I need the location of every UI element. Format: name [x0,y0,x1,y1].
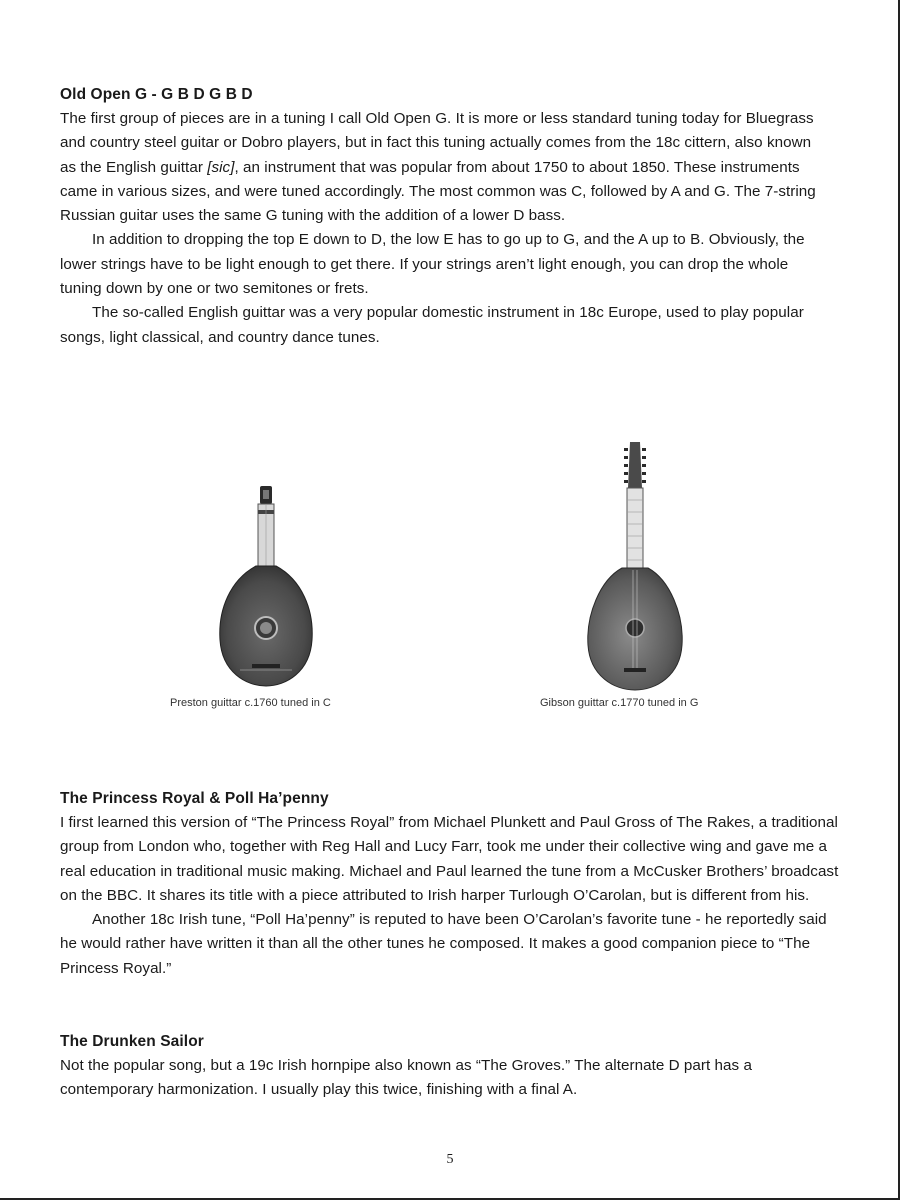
caption-preston: Preston guittar c.1760 tuned in C [170,697,331,709]
section-title: Old Open G - G B D G B D [60,86,253,103]
gibson-guittar-image [580,440,690,692]
section-title: The Drunken Sailor [60,1033,204,1050]
paragraph-text: The first group of pieces are in a tuning I call Old Open G. It is more or less standard tuning today for Bluegrass and country steel guitar or Dobro players, but in fact this tuning actually comes from the 18c cittern, also known as the English guittar [60,110,814,176]
paragraph: In addition to dropping the top E down to D, the low E has to go up to G, and the A up to B. Obviously, the lower strings have to be light enough to get there. If your strings aren’t light enough, you can drop the whole tuning down by one or two semitones or frets. [60,231,805,298]
section-old-open-g [60,83,830,350]
section-princess-royal [60,787,840,981]
paragraph-text: , an instrument that was popular from about 1750 to about 1850. These instruments came in various sizes, and were tuned accordingly. The most common was C, followed by A and G. The 7-string Russian guitar uses the same G tuning with the addition of a lower D bass. [60,158,816,225]
paragraph: Another 18c Irish tune, “Poll Ha’penny” is reputed to have been O’Carolan’s favorite tune - he reportedly said he would rather have written it than all the other tunes he composed. It makes a good companion piece to “The Princess Royal.” [60,911,827,977]
page-number: 5 [446,1152,454,1167]
paragraph: Not the popular song, but a 19c Irish hornpipe also known as “The Groves.” The alternate D part has a contemporary harmonization. I usually play this twice, finishing with a final A. [60,1057,752,1099]
paragraph: The so-called English guittar was a very popular domestic instrument in 18c Europe, used to play popular songs, light classical, and country dance tunes. [60,304,804,346]
section-title: The Princess Royal & Poll Ha’penny [60,790,329,807]
section-drunken-sailor [60,1030,840,1103]
sic-note: [sic] [207,158,235,176]
preston-guittar-image [210,480,320,690]
paragraph: I first learned this version of “The Princess Royal” from Michael Plunkett and Paul Gross of The Rakes, a traditional group from London who, together with Reg Hall and Lucy Farr, took me under their collective wing and gave me a real education in traditional music making. Michael and Paul learned the tune from a McCusker Brothers’ broadcast on the BBC. It shares its title with a piece attributed to Irish harper Turlough O’Carolan, but is different from his. [60,814,839,904]
paragraph [60,107,830,228]
caption-gibson: Gibson guittar c.1770 tuned in G [540,697,699,709]
